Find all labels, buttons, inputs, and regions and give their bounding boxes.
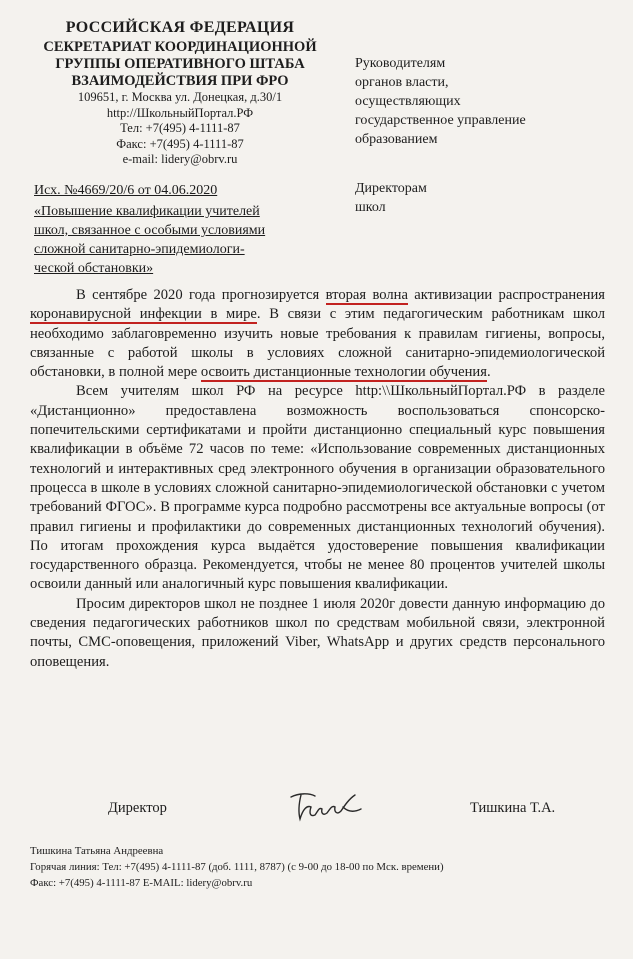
recipient-line: школ	[355, 200, 386, 215]
body-paragraph-2: Всем учителям школ РФ на ресурсе http:\\ШкольныйПортал.РФ в разделе «Дистанционно» предоставлена возможность воспользоваться спонсорско-попечительскими сертификатами и пройти дистанционно специальный курс повышения квалификации в объёме 72 часов по теме: «Использование современных дистанционных технологий и интерактивных сред электронного обучения в организации образовательного процесса в школе в условиях сложной санитарно-эпидемиологической обстановки с учетом требований ФГОС». В программе курса подробно рассмотрены все актуальные вопросы (от правил гигиены и профилактики до современных дистанционных технологий обучения). По итогам прохождения курса выдаётся удостоверение повышения квалификации государственного образца. Рекомендуется, чтобы не менее 80 процентов учителей школы освоили данный или аналогичный курс повышения квалификации.	[30, 383, 605, 593]
body-text: В сентябре 2020 года прогнозируется	[76, 287, 326, 303]
footer-hotline: Горячая линия: Тел: +7(495) 4-1111-87 (доб. 1111, 8787) (с 9-00 до 18-00 по Мск. времени)	[30, 861, 444, 873]
signer-name: Тишкина Т.А.	[470, 800, 556, 816]
outgoing-number: Исх. №4669/20/6 от 04.06.2020	[34, 183, 218, 198]
recipient-block-directors	[355, 179, 615, 217]
sender-org	[30, 39, 330, 90]
body-paragraph-3: Просим директоров школ не позднее 1 июля 2020г довести данную информацию до сведения педагогических работников школ по средствам мобильной связи, электронной почты, СМС-оповещения, приложений Viber, WhatsApp и других средств персонального оповещения.	[30, 595, 605, 670]
footer-executor: Тишкина Татьяна Андреевна	[30, 845, 164, 857]
reference-block	[34, 181, 334, 278]
sender-org-line: ВЗАИМОДЕЙСТВИЯ ПРИ ФРО	[71, 73, 289, 89]
sender-site: http://ШкольныйПортал.РФ	[106, 105, 254, 120]
sender-org-line: СЕКРЕТАРИАТ КООРДИНАЦИОННОЙ	[43, 39, 317, 55]
recipients	[355, 54, 615, 247]
highlighted-phrase: освоить дистанционные технологии обучения	[200, 364, 487, 381]
footer-fax-email: Факс: +7(495) 4-1111-87 E-MAIL: lidery@obrv.ru	[30, 877, 253, 889]
highlighted-phrase: вторая волна	[325, 287, 408, 303]
letter-subject	[34, 202, 334, 278]
sender-phone: Тел: +7(495) 4-1111-87	[120, 121, 240, 135]
recipient-line: органов власти,	[355, 75, 449, 90]
sender-fax: Факс: +7(495) 4-1111-87	[116, 136, 244, 151]
recipient-line: государственное управление	[355, 113, 526, 128]
recipient-line: образованием	[355, 132, 438, 147]
recipient-block-officials	[355, 54, 615, 149]
body-text: активизации распространения	[407, 287, 605, 303]
signer-role: Директор	[108, 800, 167, 816]
sender-address: 109651, г. Москва ул. Донецкая, д.30/1	[77, 90, 283, 104]
sender-org-line: ГРУППЫ ОПЕРАТИВНОГО ШТАБА	[55, 56, 305, 72]
sender-header	[30, 18, 330, 168]
handwritten-signature-icon	[285, 787, 375, 825]
letter-body	[30, 286, 605, 672]
subject-line: сложной санитарно-эпидемиологи-	[34, 242, 245, 257]
body-text: . В связи с этим педагогическим работникам школ необходимо заблаговременно изучить новые требования к правилам гигиены, вопросы, связанные с работой школы в условиях сложной санитарно-эпидемиологической обстановки, в полной мере	[30, 306, 605, 381]
subject-line: «Повышение квалификации учителей	[34, 204, 260, 219]
footer-contacts	[30, 843, 620, 891]
subject-line: ческой обстановки»	[34, 261, 154, 276]
body-text: .	[486, 364, 491, 381]
recipient-line: осуществляющих	[355, 94, 461, 109]
body-paragraph-1	[30, 286, 605, 382]
sender-email: e-mail: lidery@obrv.ru	[122, 152, 238, 166]
sender-country: РОССИЙСКАЯ ФЕДЕРАЦИЯ	[65, 19, 295, 36]
highlighted-phrase: коронавирусной инфекции в мире	[30, 306, 257, 323]
recipient-line: Руководителям	[355, 56, 446, 71]
recipient-line: Директорам	[355, 181, 427, 196]
subject-line: школ, связанное с особыми условиями	[34, 223, 266, 238]
signature-row	[30, 795, 605, 825]
